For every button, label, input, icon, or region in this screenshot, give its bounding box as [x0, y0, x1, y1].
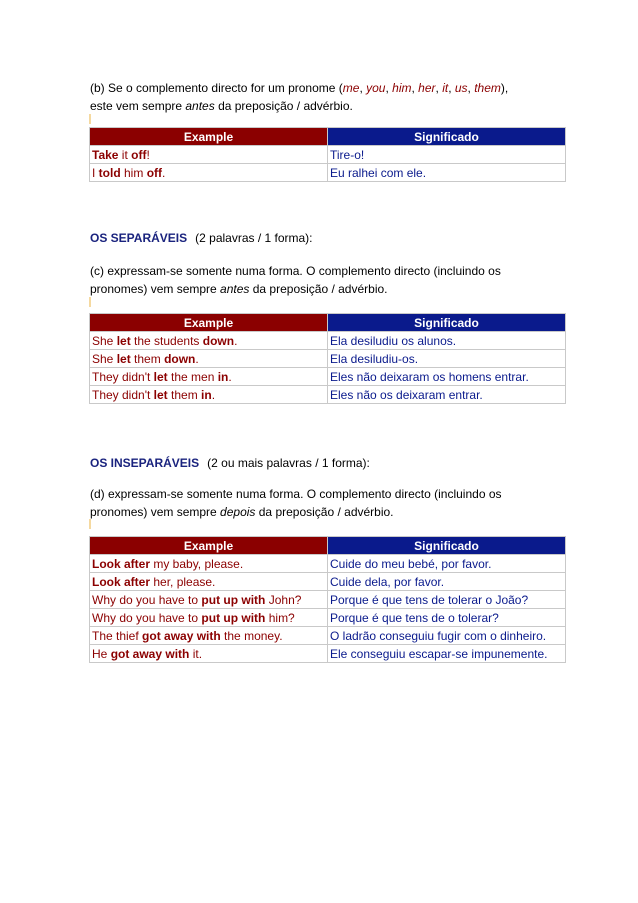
verb-phrase: Look after	[92, 574, 151, 589]
example-text: .	[195, 351, 199, 366]
verb-phrase: in	[217, 369, 229, 384]
verb-phrase: down	[164, 351, 196, 366]
example-text: They didn't	[92, 369, 154, 384]
table-row	[90, 350, 566, 368]
example-column-header: Example	[90, 314, 328, 332]
example-text: it.	[189, 646, 203, 661]
verb-phrase: let	[116, 351, 131, 366]
meaning-cell: Tire-o!	[328, 146, 566, 164]
pronoun-us: us	[454, 81, 468, 95]
pronoun-it: it	[442, 81, 449, 95]
table-row	[90, 555, 566, 573]
meaning-column-header: Significado	[328, 537, 566, 555]
example-text: John?	[265, 592, 302, 607]
meaning-cell: Porque é que tens de tolerar o João?	[328, 591, 566, 609]
section-b-text-1: (b) Se o complemento directo for um pronome (	[90, 81, 343, 95]
table-header-row	[90, 314, 566, 332]
section-c-line-2b: da preposição / advérbio.	[249, 282, 388, 296]
verb-phrase: let	[153, 387, 168, 402]
section-b-text-2: ),	[500, 81, 509, 95]
section-c-antes: antes	[220, 282, 250, 296]
example-text: !	[146, 147, 150, 162]
meaning-cell: Cuide do meu bebé, por favor.	[328, 555, 566, 573]
example-text: my baby, please.	[150, 556, 244, 571]
example-cell	[90, 627, 328, 645]
inseparaveis-subtitle: (2 ou mais palavras / 1 forma):	[207, 456, 370, 470]
meaning-cell: Ele conseguiu escapar-se impunemente.	[328, 645, 566, 663]
table-row	[90, 368, 566, 386]
example-text: them	[167, 387, 202, 402]
margin-marker	[89, 519, 91, 529]
verb-phrase: in	[201, 387, 212, 402]
verb-phrase: down	[202, 333, 235, 348]
example-cell	[90, 350, 328, 368]
verb-phrase: off	[146, 165, 163, 180]
verb-phrase: got away with	[142, 628, 221, 643]
table-row	[90, 645, 566, 663]
meaning-column-header: Significado	[328, 314, 566, 332]
verb-phrase: got away with	[110, 646, 190, 661]
meaning-cell: Eles não os deixaram entrar.	[328, 386, 566, 404]
example-text: .	[234, 333, 238, 348]
example-column-header: Example	[90, 537, 328, 555]
example-cell	[90, 645, 328, 663]
pronoun-them: them	[474, 81, 501, 95]
pronoun-her: her	[418, 81, 436, 95]
table-row	[90, 591, 566, 609]
table-row	[90, 609, 566, 627]
separaveis-title: OS SEPARÁVEIS	[90, 231, 188, 245]
example-cell	[90, 368, 328, 386]
verb-phrase: let	[153, 369, 168, 384]
margin-marker	[89, 114, 91, 124]
margin-marker	[89, 297, 91, 307]
table-row	[90, 627, 566, 645]
example-cell	[90, 146, 328, 164]
table-c	[89, 313, 566, 404]
section-c-line-2a: pronomes) vem sempre	[90, 282, 221, 296]
example-text: She	[92, 351, 117, 366]
meaning-cell: O ladrão conseguiu fugir com o dinheiro.	[328, 627, 566, 645]
section-b-paragraph: (b) Se o complemento directo for um pronome (me, you, him, her, it, us, them), este vem sempre antes da preposição / advérbio.	[90, 81, 509, 113]
pronoun-you: you	[366, 81, 386, 95]
section-b-text-4: da preposição / advérbio.	[214, 99, 353, 113]
table-d	[89, 536, 566, 663]
inseparaveis-heading	[90, 455, 370, 471]
table-row	[90, 386, 566, 404]
table-row	[90, 164, 566, 182]
example-text: him?	[265, 610, 295, 625]
verb-phrase: Look after	[92, 556, 151, 571]
section-d-line-2b: da preposição / advérbio.	[255, 505, 394, 519]
example-text: him	[120, 165, 147, 180]
section-b-text-3: este vem sempre	[90, 99, 186, 113]
example-text: it	[118, 147, 132, 162]
table-b	[89, 127, 566, 182]
example-cell	[90, 332, 328, 350]
table-row	[90, 146, 566, 164]
meaning-cell: Porque é que tens de o tolerar?	[328, 609, 566, 627]
section-d-line-1: (d) expressam-se somente numa forma. O complemento directo (incluindo os	[90, 487, 502, 501]
example-cell	[90, 591, 328, 609]
table-row	[90, 332, 566, 350]
example-text: the men	[167, 369, 218, 384]
example-text: He	[92, 646, 111, 661]
example-text: them	[130, 351, 165, 366]
example-text: She	[92, 333, 117, 348]
section-c-paragraph	[90, 262, 570, 298]
section-d-line-2a: pronomes) vem sempre	[90, 505, 221, 519]
meaning-cell: Eu ralhei com ele.	[328, 164, 566, 182]
example-cell	[90, 164, 328, 182]
meaning-cell: Cuide dela, por favor.	[328, 573, 566, 591]
pronoun-him: him	[392, 81, 412, 95]
verb-phrase: Take	[92, 147, 119, 162]
separaveis-heading	[90, 230, 313, 246]
meaning-cell: Ela desiludiu os alunos.	[328, 332, 566, 350]
meaning-column-header: Significado	[328, 128, 566, 146]
example-text: Why do you have to	[92, 610, 202, 625]
table-row	[90, 573, 566, 591]
example-text: They didn't	[92, 387, 154, 402]
section-c-line-1: (c) expressam-se somente numa forma. O complemento directo (incluindo os	[90, 264, 501, 278]
meaning-cell: Eles não deixaram os homens entrar.	[328, 368, 566, 386]
table-header-row	[90, 537, 566, 555]
example-text: the students	[130, 333, 203, 348]
example-text: The thief	[92, 628, 143, 643]
example-cell	[90, 609, 328, 627]
verb-phrase: told	[98, 165, 121, 180]
verb-phrase: let	[116, 333, 131, 348]
section-d-paragraph	[90, 485, 570, 521]
example-text: .	[228, 369, 232, 384]
example-cell	[90, 573, 328, 591]
example-text: I	[92, 165, 99, 180]
example-text: the money.	[220, 628, 283, 643]
verb-phrase: put up with	[201, 610, 266, 625]
separaveis-subtitle: (2 palavras / 1 forma):	[195, 231, 313, 245]
inseparaveis-title: OS INSEPARÁVEIS	[90, 456, 200, 470]
example-text: .	[162, 165, 166, 180]
verb-phrase: put up with	[201, 592, 266, 607]
example-cell	[90, 555, 328, 573]
example-column-header: Example	[90, 128, 328, 146]
pronoun-me: me	[342, 81, 360, 95]
example-text: her, please.	[150, 574, 216, 589]
meaning-cell: Ela desiludiu-os.	[328, 350, 566, 368]
example-cell	[90, 386, 328, 404]
verb-phrase: off	[131, 147, 147, 162]
example-text: .	[211, 387, 216, 402]
example-text: Why do you have to	[92, 592, 202, 607]
table-header-row	[90, 128, 566, 146]
section-d-depois: depois	[220, 505, 256, 519]
section-b-antes: antes	[185, 99, 215, 113]
